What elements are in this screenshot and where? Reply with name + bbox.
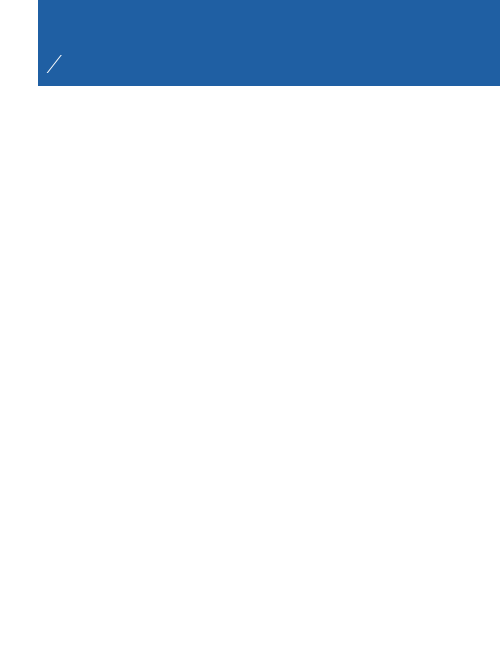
header-banner bbox=[38, 0, 500, 86]
slash-decoration: / bbox=[44, 52, 64, 77]
